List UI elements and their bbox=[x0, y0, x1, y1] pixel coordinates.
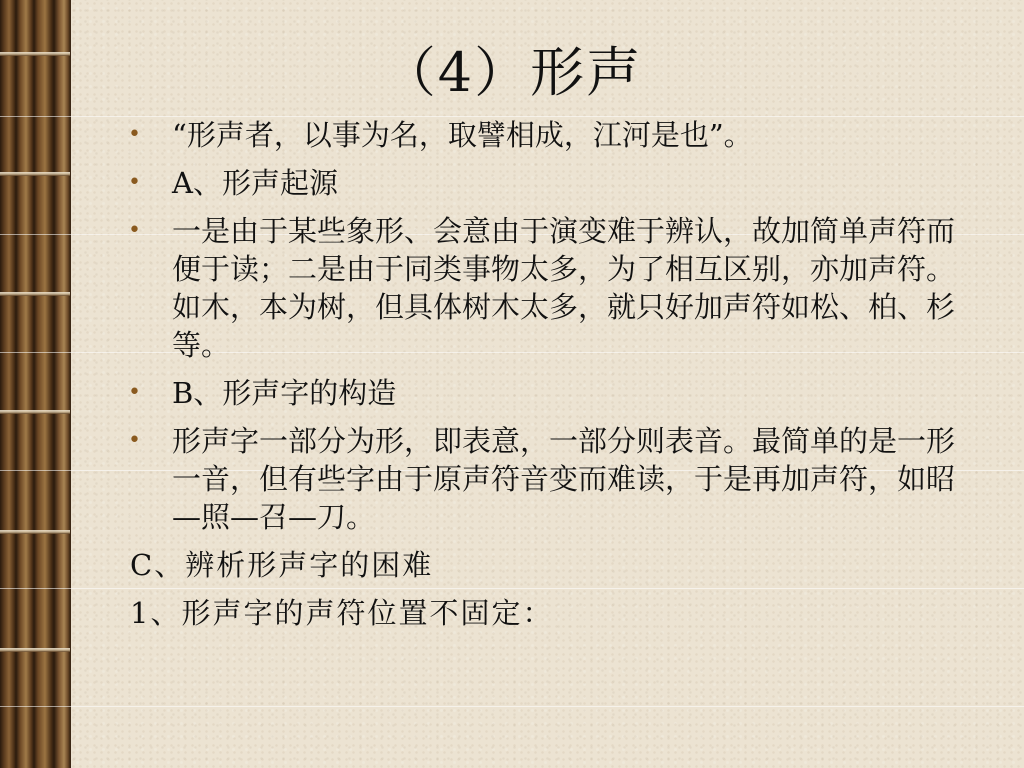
bullet-icon: • bbox=[128, 122, 141, 147]
bullet-text: “形声者，以事为名，取譬相成，江河是也”。 bbox=[172, 118, 753, 152]
bullet-icon: • bbox=[128, 218, 141, 243]
bullet-icon: • bbox=[128, 380, 141, 405]
plain-line: 1、形声字的声符位置不固定： bbox=[130, 596, 554, 630]
bullet-text: B、形声字的构造 bbox=[172, 376, 397, 410]
plain-line: C、辨析形声字的困难 bbox=[130, 548, 434, 582]
bullet-item bbox=[128, 212, 968, 364]
bullet-item bbox=[128, 422, 968, 536]
bullet-item bbox=[128, 116, 968, 154]
bullet-text: A、形声起源 bbox=[172, 166, 338, 200]
texture-line bbox=[0, 706, 1024, 707]
bullet-icon: • bbox=[128, 428, 141, 453]
bamboo-node bbox=[0, 292, 70, 296]
bullet-text: 一是由于某些象形、会意由于演变难于辨认，故加简单声符而便于读；二是由于同类事物太多，为了相互区别，亦加声符。如木，本为树，但具体树木太多，就只好加声符如松、柏、杉等。 bbox=[172, 214, 956, 362]
slide-content bbox=[128, 116, 968, 642]
bullet-item bbox=[128, 374, 968, 412]
slide-title: （4）形声 bbox=[381, 41, 643, 104]
bamboo-node bbox=[0, 172, 70, 176]
bamboo-node bbox=[0, 410, 70, 414]
bullet-text: 形声字一部分为形，即表意，一部分则表音。最简单的是一形一音，但有些字由于原声符音变而难读，于是再加声符，如昭—照—召—刀。 bbox=[172, 424, 956, 534]
bamboo-node bbox=[0, 530, 70, 534]
bullet-icon: • bbox=[128, 170, 141, 195]
bullet-item bbox=[128, 164, 968, 202]
bamboo-node bbox=[0, 648, 70, 652]
